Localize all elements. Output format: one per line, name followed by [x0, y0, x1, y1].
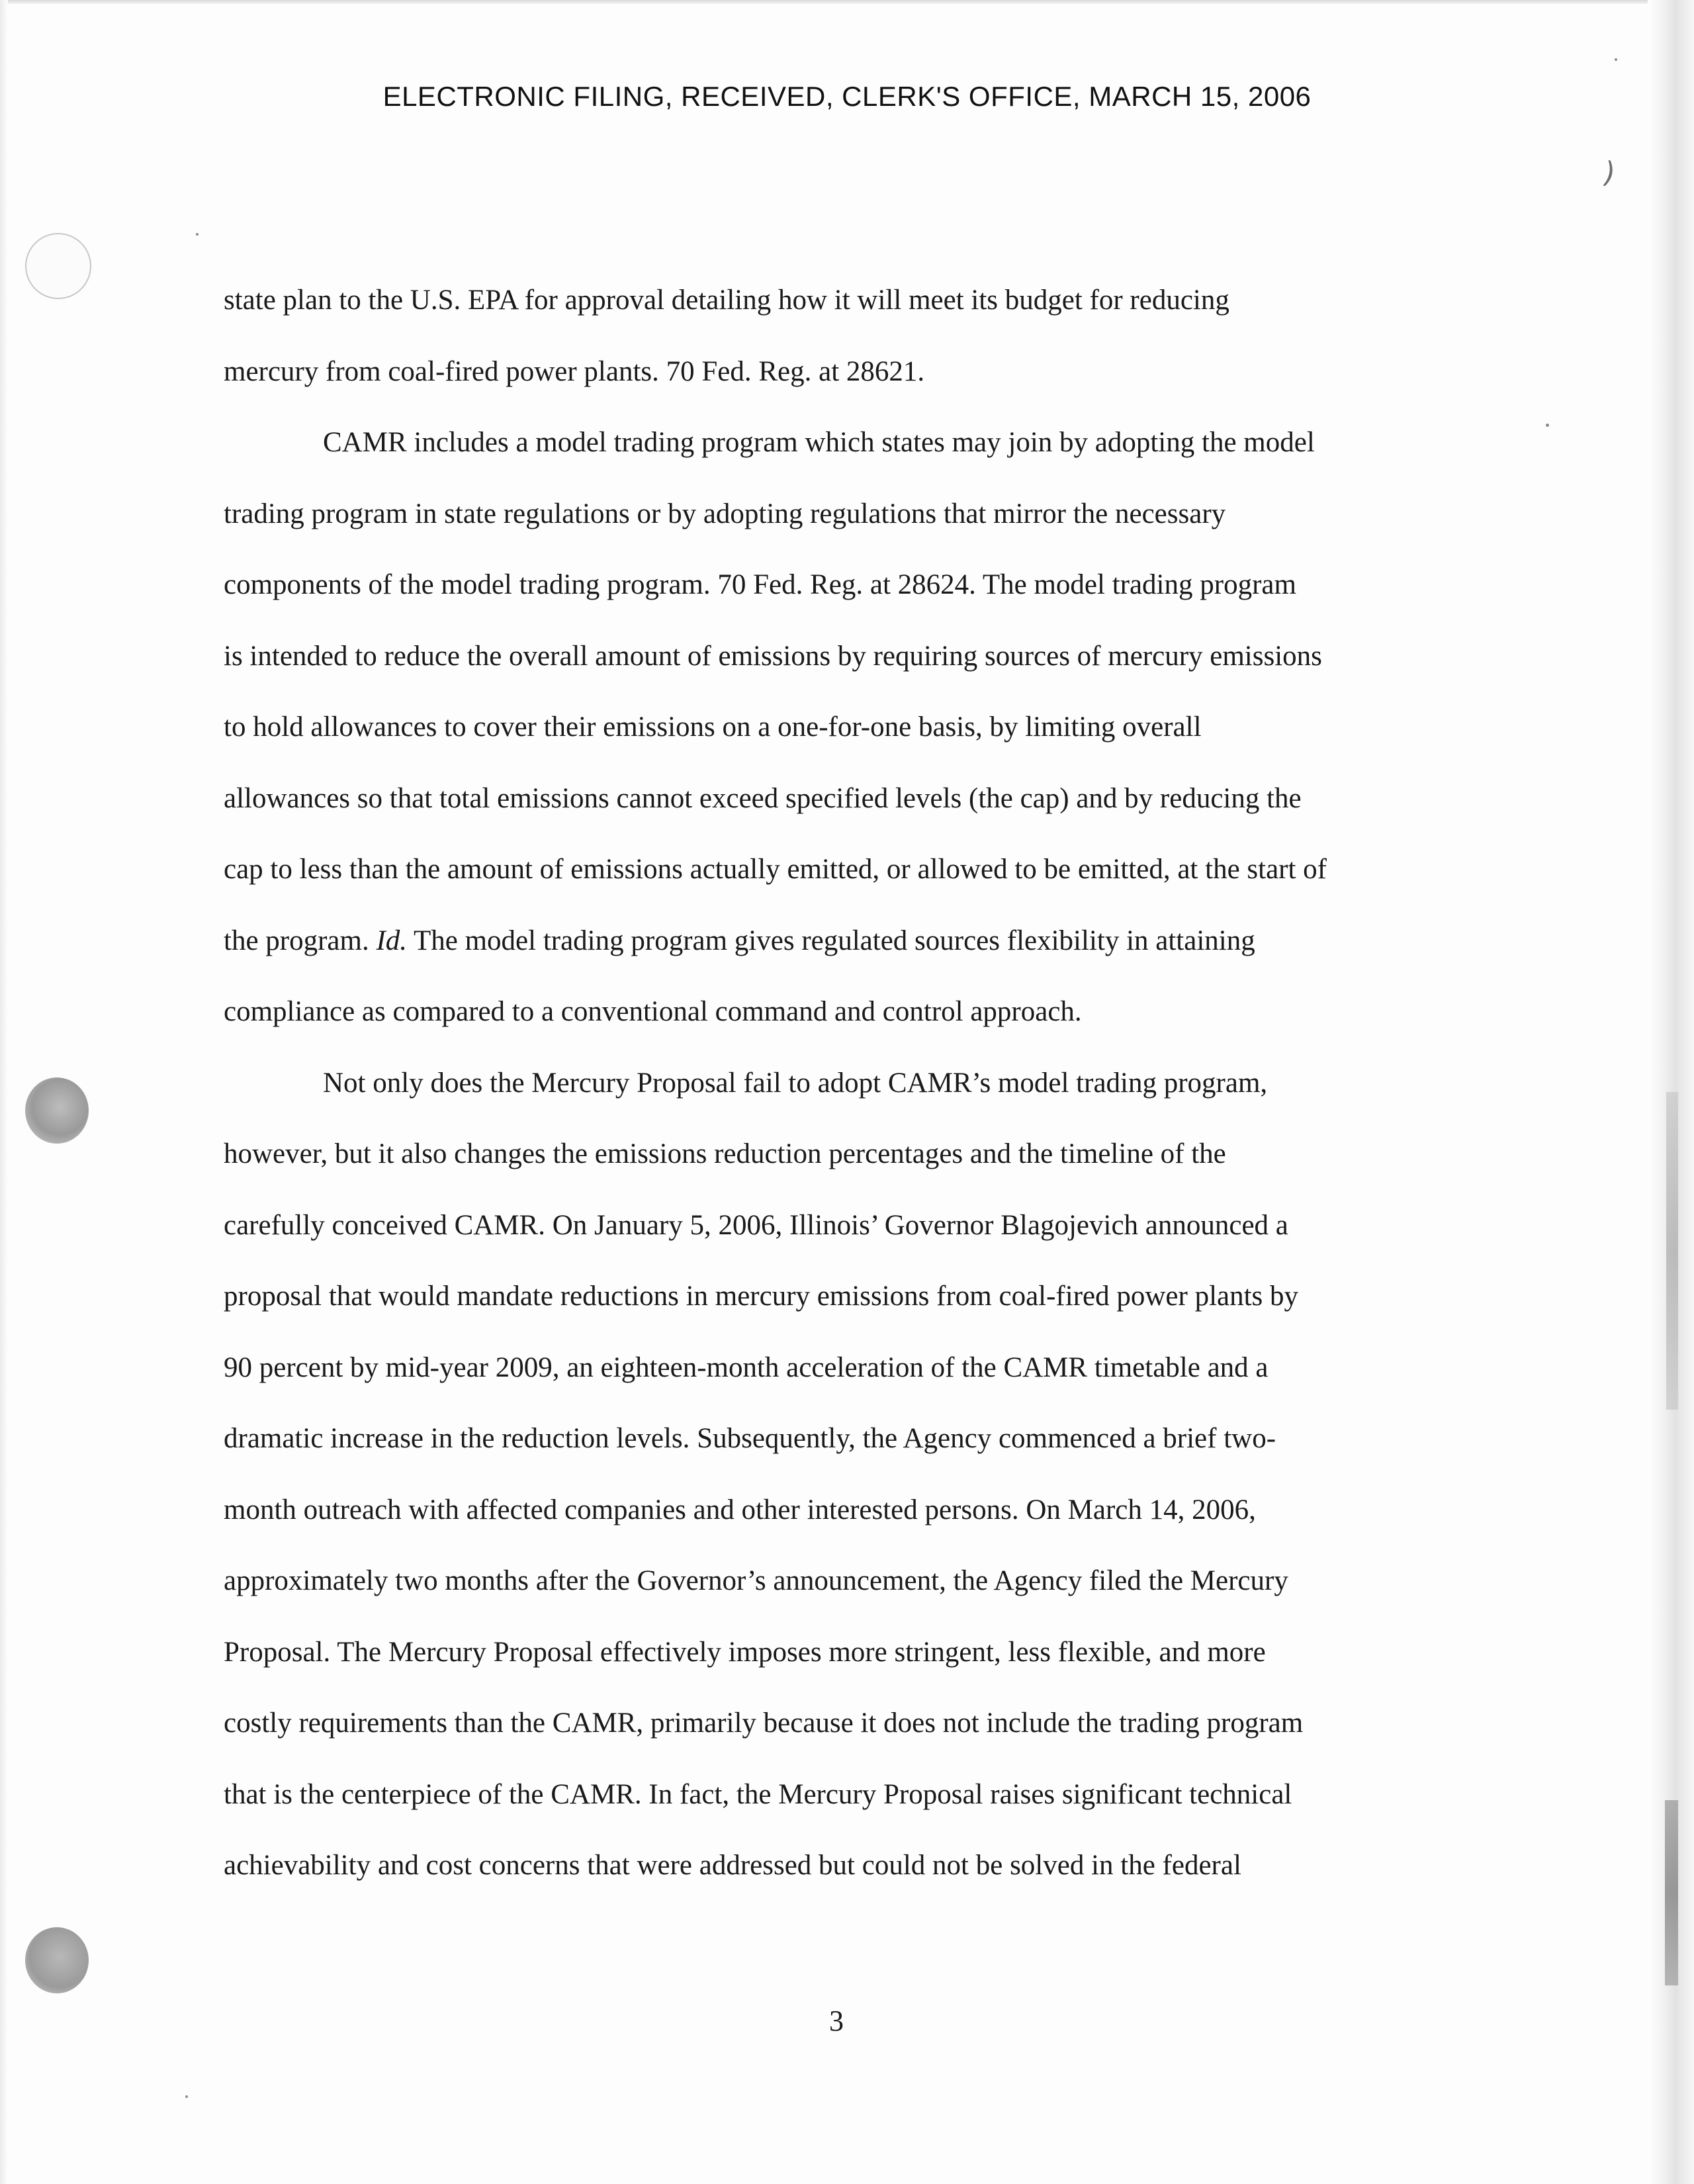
body-text-segment: The model trading program gives regulated sources flexibility in attaining — [407, 925, 1255, 956]
body-line: Proposal. The Mercury Proposal effectively imposes more stringent, less flexible, and more — [224, 1636, 1266, 1668]
body-line: however, but it also changes the emissions reduction percentages and the timeline of the — [224, 1138, 1226, 1169]
body-line: compliance as compared to a conventional command and control approach. — [224, 996, 1082, 1027]
scan-edge-top — [0, 0, 1694, 4]
body-text-segment: the program. — [224, 925, 377, 956]
body-line: mercury from coal-fired power plants. 70 Fed. Reg. at 28621. — [224, 355, 925, 387]
punch-hole-top — [25, 233, 91, 299]
body-line: components of the model trading program. 70 Fed. Reg. at 28624. The model trading program — [224, 569, 1296, 600]
body-line: that is the centerpiece of the CAMR. In fact, the Mercury Proposal raises significant technical — [224, 1778, 1292, 1810]
body-line: cap to less than the amount of emissions actually emitted, or allowed to be emitted, at the start of — [224, 854, 1327, 885]
body-line-with-citation — [224, 905, 1441, 977]
body-line: allowances so that total emissions cannot exceed specified levels (the cap) and by reducing the — [224, 782, 1302, 814]
scan-speck — [196, 233, 199, 236]
body-line: dramatic increase in the reduction levels. Subsequently, the Agency commenced a brief two- — [224, 1423, 1276, 1454]
scan-mark: ) — [1599, 155, 1619, 191]
page-number: 3 — [829, 2005, 844, 2037]
body-line: achievability and cost concerns that were addressed but could not be solved in the federal — [224, 1850, 1241, 1881]
scan-shadow-band — [1666, 1092, 1678, 1410]
punch-hole-bottom — [25, 1927, 89, 1993]
body-line: is intended to reduce the overall amount of emissions by requiring sources of mercury emissions — [224, 640, 1322, 672]
scan-speck — [185, 2095, 188, 2098]
body-line: costly requirements than the CAMR, primarily because it does not include the trading program — [224, 1707, 1304, 1739]
body-line: 90 percent by mid-year 2009, an eighteen-month acceleration of the CAMR timetable and a — [224, 1351, 1269, 1383]
body-line: carefully conceived CAMR. On January 5, 2006, Illinois’ Governor Blagojevich announced a — [224, 1209, 1288, 1241]
scan-speck — [1546, 424, 1549, 427]
document-body — [224, 265, 1441, 1901]
id-citation: Id. — [376, 925, 408, 956]
paragraph-start-line: CAMR includes a model trading program which states may join by adopting the model — [323, 427, 1315, 458]
body-line: trading program in state regulations or by adopting regulations that mirror the necessary — [224, 498, 1226, 529]
body-line: month outreach with affected companies and other interested persons. On March 14, 2006, — [224, 1494, 1256, 1525]
body-line: to hold allowances to cover their emissions on a one-for-one basis, by limiting overall — [224, 711, 1202, 743]
body-line: state plan to the U.S. EPA for approval detailing how it will meet its budget for reducing — [224, 285, 1229, 316]
body-line: approximately two months after the Governor’s announcement, the Agency filed the Mercury — [224, 1565, 1288, 1596]
filing-stamp-header: ELECTRONIC FILING, RECEIVED, CLERK'S OFFICE, MARCH 15, 2006 — [382, 81, 1312, 112]
scan-speck — [1615, 58, 1617, 61]
scan-edge-left — [0, 0, 8, 2184]
scan-shadow-band — [1665, 1800, 1678, 1985]
paragraph-start-line: Not only does the Mercury Proposal fail to adopt CAMR’s model trading program, — [323, 1067, 1268, 1099]
punch-hole-middle — [25, 1077, 89, 1144]
body-line: proposal that would mandate reductions in mercury emissions from coal-fired power plants by — [224, 1281, 1299, 1312]
